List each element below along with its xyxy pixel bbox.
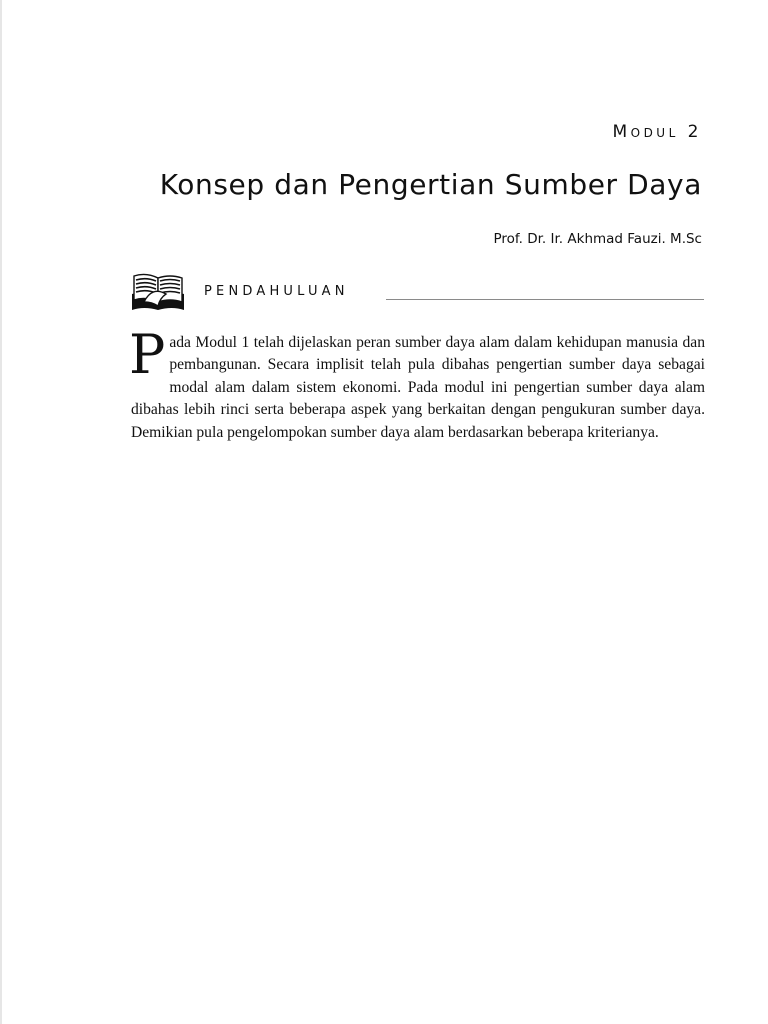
module-label: Modul 2 bbox=[612, 122, 702, 142]
intro-paragraph bbox=[129, 323, 705, 444]
author-name: Prof. Dr. Ir. Akhmad Fauzi. M.Sc bbox=[493, 231, 702, 247]
open-book-icon bbox=[130, 272, 186, 312]
section-title: PENDAHULUAN bbox=[204, 284, 349, 299]
page-edge bbox=[0, 0, 2, 1024]
intro-text: ada Modul 1 telah dijelaskan peran sumber daya alam dalam kehidupan manusia dan pembangunan. Secara implisit telah pula dibahas pengertian sumber daya sebagai modal alam dalam sistem ekonomi. Pada modul ini pengertian sumber daya alam dibahas lebih rinci serta beberapa aspek yang berkaitan dengan pengukuran sumber daya. Demikian pula pengelompokan sumber daya alam berdasarkan beberapa kriterianya. bbox=[131, 334, 705, 441]
section-header bbox=[130, 272, 704, 312]
section-divider bbox=[386, 299, 704, 300]
drop-cap: P bbox=[129, 323, 166, 386]
page-title: Konsep dan Pengertian Sumber Daya bbox=[159, 168, 702, 201]
